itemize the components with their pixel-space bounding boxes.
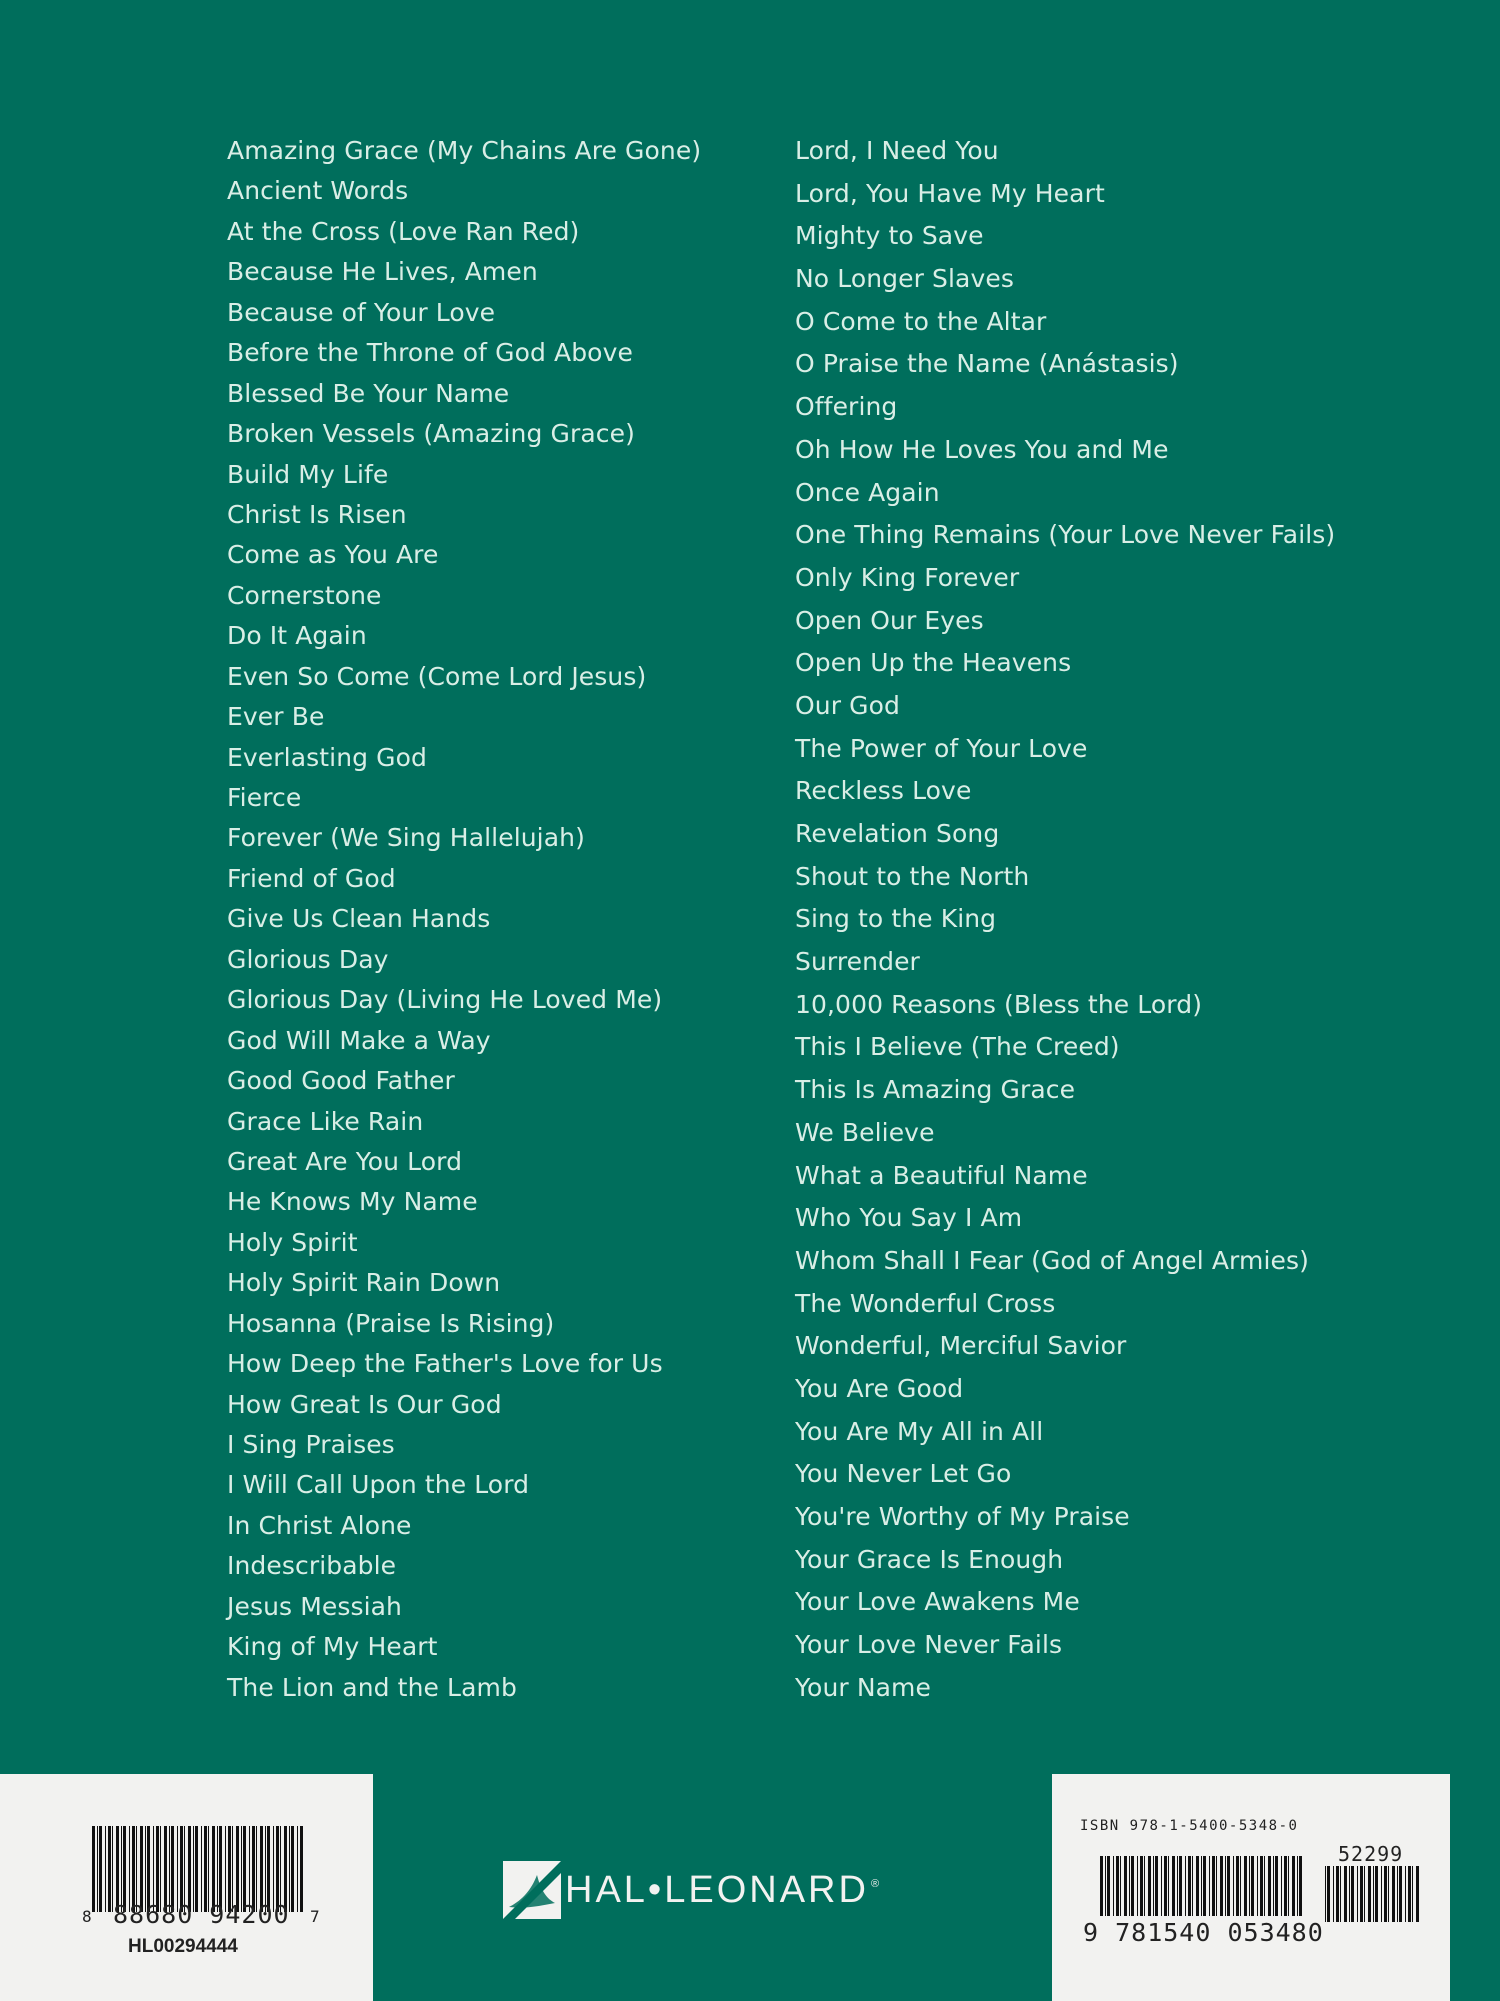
song-title: Wonderful, Merciful Savior [795, 1331, 1127, 1361]
song-title: Because He Lives, Amen [227, 257, 538, 287]
song-title: Oh How He Loves You and Me [795, 434, 1169, 464]
song-title: Revelation Song [795, 819, 1000, 848]
upc-middle-digits: 88680 94200 [113, 1900, 290, 1929]
song-title: Glorious Day (Living He Loved Me) [227, 985, 663, 1015]
song-title: No Longer Slaves [795, 264, 1014, 294]
addon-barcode [1325, 1866, 1423, 1956]
song-title: He Knows My Name [227, 1187, 478, 1217]
song-title: Shout to the North [795, 861, 1030, 891]
song-title: Friend of God [227, 863, 396, 893]
isbn-digits: 9 781540 053480 [1083, 1918, 1324, 1947]
song-title: O Praise the Name (Anástasis) [795, 349, 1179, 379]
song-title: Your Love Never Fails [795, 1630, 1063, 1660]
song-title: Your Love Awakens Me [795, 1587, 1080, 1617]
song-title: Lord, I Need You [795, 136, 999, 165]
song-title: Offering [795, 392, 898, 422]
song-title: Ever Be [227, 702, 325, 732]
song-title: Whom Shall I Fear (God of Angel Armies) [795, 1245, 1309, 1275]
song-title: You Never Let Go [795, 1459, 1012, 1489]
song-title: Open Up the Heavens [795, 648, 1072, 678]
barcode-bars [1100, 1856, 1306, 1916]
isbn-label: ISBN 978-1-5400-5348-0 [1080, 1818, 1299, 1834]
song-title: Forever (We Sing Hallelujah) [227, 823, 585, 853]
song-title: Once Again [795, 477, 940, 507]
song-title: Surrender [795, 947, 920, 977]
song-title: The Power of Your Love [795, 733, 1088, 763]
song-title: Cornerstone [227, 580, 382, 610]
addon-digits: 52299 [1338, 1842, 1404, 1866]
item-code: HL00294444 [128, 1936, 238, 1957]
upc-last-digit: 7 [310, 1907, 320, 1926]
upc-first-digit: 8 [82, 1907, 92, 1926]
song-list-left [227, 138, 701, 1715]
song-title: 10,000 Reasons (Bless the Lord) [795, 989, 1203, 1019]
song-title: Do It Again [227, 621, 367, 651]
song-title: Fierce [227, 783, 302, 812]
registered-mark: ® [870, 1878, 880, 1890]
song-title: Everlasting God [227, 742, 427, 772]
song-title: Holy Spirit Rain Down [227, 1268, 501, 1298]
song-title: Sing to the King [795, 904, 997, 934]
song-title: This I Believe (The Creed) [795, 1032, 1120, 1062]
song-title: Glorious Day [227, 944, 389, 974]
song-title: Hosanna (Praise Is Rising) [227, 1308, 555, 1338]
song-title: In Christ Alone [227, 1510, 412, 1540]
song-title: Before the Throne of God Above [227, 338, 633, 368]
song-list-right [795, 138, 1335, 1717]
song-title: Holy Spirit [227, 1227, 358, 1257]
song-title: How Deep the Father's Love for Us [227, 1349, 663, 1379]
song-title: Our God [795, 690, 900, 720]
song-title: Ancient Words [227, 176, 409, 206]
song-title: This Is Amazing Grace [795, 1075, 1076, 1105]
song-title: Who You Say I Am [795, 1203, 1023, 1233]
song-title: Give Us Clean Hands [227, 904, 491, 934]
song-title: Reckless Love [795, 776, 972, 806]
song-title: You're Worthy of My Praise [795, 1502, 1130, 1531]
song-title: The Wonderful Cross [795, 1288, 1056, 1318]
song-title: O Come to the Altar [795, 306, 1047, 336]
song-title: Open Our Eyes [795, 605, 984, 635]
song-title: Your Grace Is Enough [795, 1544, 1064, 1574]
song-title: Great Are You Lord [227, 1146, 463, 1176]
song-title: Broken Vessels (Amazing Grace) [227, 419, 635, 449]
song-title: I Sing Praises [227, 1430, 395, 1459]
song-title: You Are Good [795, 1373, 964, 1403]
song-title: How Great Is Our God [227, 1389, 502, 1419]
song-title: Because of Your Love [227, 297, 496, 327]
song-title: Your Name [795, 1672, 931, 1702]
song-title: Come as You Are [227, 540, 439, 570]
song-title: Even So Come (Come Lord Jesus) [227, 661, 647, 691]
song-title: The Lion and the Lamb [227, 1672, 517, 1702]
song-title: I Will Call Upon the Lord [227, 1470, 530, 1500]
song-title: God Will Make a Way [227, 1025, 491, 1055]
song-title: Good Good Father [227, 1066, 455, 1096]
song-title: At the Cross (Love Ran Red) [227, 216, 580, 246]
song-title: Lord, You Have My Heart [795, 178, 1105, 208]
song-title: You Are My All in All [795, 1416, 1044, 1446]
song-title: Only King Forever [795, 562, 1020, 592]
publisher-name: HAL•LEONARD [565, 1868, 869, 1911]
song-title: We Believe [795, 1117, 935, 1147]
song-title: Build My Life [227, 459, 389, 489]
song-title: Mighty to Save [795, 221, 984, 251]
song-title: Jesus Messiah [227, 1591, 403, 1621]
song-title: King of My Heart [227, 1632, 438, 1662]
song-title: Grace Like Rain [227, 1106, 424, 1136]
song-title: One Thing Remains (Your Love Never Fails) [795, 520, 1336, 550]
song-title: Indescribable [227, 1551, 397, 1581]
song-title: Christ Is Risen [227, 499, 407, 529]
hal-leonard-logo-icon [503, 1861, 561, 1919]
barcode-bars [1325, 1866, 1423, 1922]
song-title: Amazing Grace (My Chains Are Gone) [227, 136, 702, 165]
publisher-logo [503, 1860, 879, 1920]
song-title: Blessed Be Your Name [227, 378, 510, 408]
song-title: What a Beautiful Name [795, 1160, 1088, 1190]
